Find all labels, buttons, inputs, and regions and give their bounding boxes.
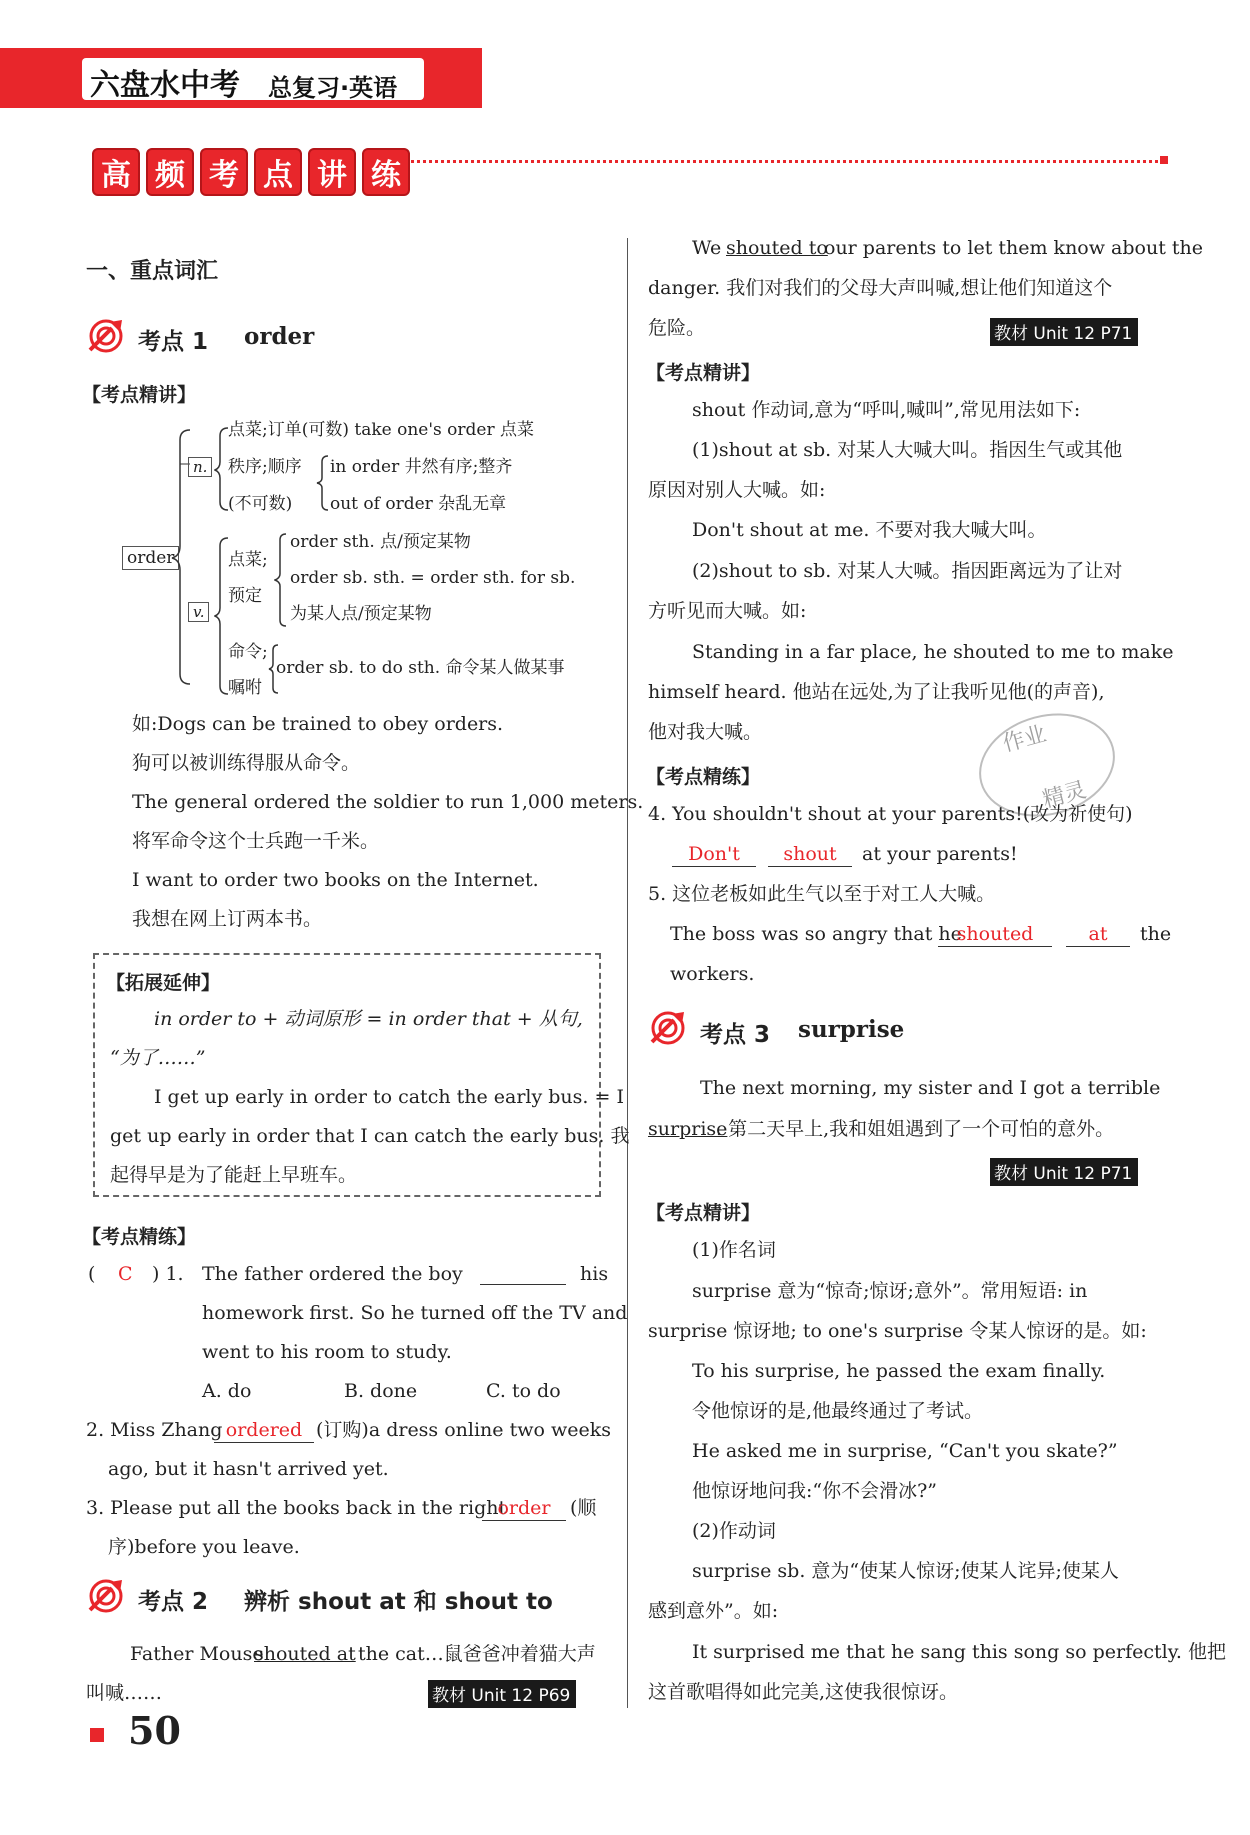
q3-line-2: 序)before you leave. [108,1536,300,1558]
q3-suffix: (顺 [570,1497,597,1519]
tree-n2c: in order 井然有序;整齐 [330,457,513,477]
fm-line-2: 叫喊…… [86,1682,163,1704]
q1-number: ) 1. [152,1263,184,1285]
example-2-zh: 将军命令这个士兵跑一千米。 [132,830,380,852]
section-badge: 高 [92,148,140,196]
q1-answer: C [118,1263,133,1285]
tree-n1: 点菜;订单(可数) take one's order 点菜 [228,420,535,440]
q2-line-2: ago, but it hasn't arrived yet. [108,1458,389,1480]
textbook-ref-1: 教材 Unit 12 P69 [428,1680,576,1708]
target-arrow-icon [648,1008,690,1046]
example-1-en: 如:Dogs can be trained to obey orders. [132,713,504,735]
shout-line-6: 方听见而大喊。如: [648,600,807,622]
shout-line-7: Standing in a far place, he shouted to me to make [692,641,1174,663]
q1-line-2: homework first. So he turned off the TV and [202,1302,628,1324]
q4-answer-2: shout [768,842,852,867]
tree-n: n. [188,457,212,477]
surprise-line-7: 他惊讶地问我:“你不会滑冰?” [692,1480,938,1502]
kaodian-3-label: 考点 3 [700,1022,771,1048]
jinglian-label-2: 【考点精练】 [646,766,761,788]
q1-paren-left: ( [88,1263,96,1285]
q5-prefix: The boss was so angry that he [670,923,962,945]
shout-line-9: 他对我大喊。 [648,721,763,743]
w-line-3: 危险。 [648,317,706,339]
column-divider [627,238,628,1708]
tree-v1d: order sb. sth. = order sth. for sb. [290,568,576,588]
jingjiang-label: 【考点精讲】 [82,384,197,406]
kaodian-2-word: 辨析 shout at 和 shout to [244,1589,553,1615]
target-arrow-icon [86,316,128,354]
textbook-ref-3: 教材 Unit 12 P71 [990,1158,1138,1186]
example-2-en: The general ordered the soldier to run 1,000 meters. [132,791,644,813]
surprise-line-2: surprise 意为“惊奇;惊讶;意外”。常用短语: in [692,1280,1088,1302]
surprise-line-8: (2)作动词 [692,1520,776,1542]
surprise-line-12: 这首歌唱得如此完美,这使我很惊讶。 [648,1681,959,1703]
header-title: 六盘水中考 [90,68,240,103]
q1-blank [480,1284,566,1285]
q4-answer-1: Don't [672,842,756,867]
shout-line-3: 原因对别人大喊。如: [648,479,826,501]
n1-suffix: . 第二天早上,我和姐姐遇到了一个可怕的意外。 [716,1118,1115,1140]
vocab-heading: 一、重点词汇 [86,259,219,284]
fm-suffix: the cat…鼠爸爸冲着猫大声 [358,1643,596,1665]
tree-n2d: out of order 杂乱无章 [330,494,507,514]
tree-brace-v1 [274,530,290,630]
w-underlined: shouted to [726,237,828,259]
watermark-stamp-text: 精灵 [1040,777,1090,814]
section-banner [92,148,410,196]
tree-v2b: 嘱咐 [228,678,262,698]
q2-prefix: 2. Miss Zhang [86,1419,223,1441]
section-dotted-rule [392,160,1164,163]
jingjiang-label-2: 【考点精讲】 [646,362,761,384]
surprise-line-6: He asked me in surprise, “Can't you skate?” [692,1440,1118,1462]
page-number-marker [90,1728,104,1742]
shout-line-8: himself heard. 他站在远处,为了让我听见他(的声音), [648,681,1105,703]
q5-suffix: the [1140,923,1172,945]
tree-v2c: order sb. to do sth. 命令某人做某事 [276,658,565,678]
section-badge: 点 [254,148,302,196]
extension-line-4: get up early in order that I can catch the early bus. 我 [110,1125,630,1147]
example-3-zh: 我想在网上订两本书。 [132,908,323,930]
tree-v1e: 为某人点/预定某物 [290,604,432,624]
surprise-line-11: It surprised me that he sang this song so perfectly. 他把 [692,1641,1226,1663]
surprise-line-3: surprise 惊讶地; to one's surprise 令某人惊讶的是。如: [648,1320,1147,1342]
kaodian-1-label: 考点 1 [138,329,209,355]
q5-answer-1: shouted [938,922,1052,947]
tree-v1b: 预定 [228,586,262,606]
q3-prefix: 3. Please put all the books back in the right [86,1497,507,1519]
surprise-line-1: (1)作名词 [692,1239,776,1261]
extension-line-3: I get up early in order to catch the early bus. = I [154,1086,624,1108]
example-1-zh: 狗可以被训练得服从命令。 [132,752,361,774]
q1-line-3: went to his room to study. [202,1341,452,1363]
surprise-line-9: surprise sb. 意为“使某人惊讶;使某人诧异;使某人 [692,1560,1119,1582]
q2-answer: ordered [214,1418,314,1443]
w-suffix: our parents to let them know about the [824,237,1204,259]
shout-line-1: shout 作动词,意为“呼叫,喊叫”,常见用法如下: [692,399,1081,421]
tree-n2a: 秩序;顺序 [228,457,302,477]
tree-v1a: 点菜; [228,550,268,570]
q5-text: 5. 这位老板如此生气以至于对工人大喊。 [648,883,996,905]
q5-line-2: workers. [670,963,755,985]
q5-answer-2: at [1066,922,1130,947]
extension-line-2: “为了……” [110,1047,206,1069]
q1-option-b: B. done [344,1380,418,1402]
tree-n2b: (不可数) [228,494,293,514]
n1-underlined: surprise [648,1118,728,1140]
textbook-ref-2: 教材 Unit 12 P71 [990,318,1138,346]
page-number: 50 [128,1708,181,1753]
q2-suffix: (订购)a dress online two weeks [316,1419,611,1441]
shout-line-5: (2)shout to sb. 对某人大喊。指因距离远为了让对 [692,560,1123,582]
surprise-line-5: 令他惊讶的是,他最终通过了考试。 [692,1400,984,1422]
q1-line-1: The father ordered the boy [202,1263,463,1285]
extension-line-5: 起得早是为了能赶上早班车。 [110,1164,358,1186]
section-badge: 考 [200,148,248,196]
tree-v: v. [188,602,209,622]
section-rule-end [1160,156,1168,164]
w-prefix: We [692,237,722,259]
watermark-stamp-text: 作业 [1000,721,1050,758]
fm-underlined: shouted at [254,1643,356,1665]
example-3-en: I want to order two books on the Internet. [132,869,539,891]
extension-title: 【拓展延伸】 [106,972,221,994]
q1-option-a: A. do [202,1380,252,1402]
surprise-line-10: 感到意外”。如: [648,1600,779,1622]
kaodian-3-word: surprise [798,1016,905,1043]
surprise-line-4: To his surprise, he passed the exam finally. [692,1360,1106,1382]
tree-v2a: 命令; [228,642,268,662]
section-badge: 频 [146,148,194,196]
n1-line-1: The next morning, my sister and I got a terrible [700,1077,1161,1099]
kaodian-2-label: 考点 2 [138,1589,209,1615]
shout-line-2: (1)shout at sb. 对某人大喊大叫。指因生气或其他 [692,439,1123,461]
q4-text: 4. You shouldn't shout at your parents!(改为祈使句) [648,803,1133,825]
extension-line-1: in order to + 动词原形 = in order that + 从句, [154,1008,583,1030]
q4-suffix: at your parents! [862,843,1018,865]
header-subtitle: 总复习·英语 [268,74,398,102]
q3-answer: order [482,1496,566,1521]
q1-line-1b: his [580,1263,609,1285]
w-line-2: danger. 我们对我们的父母大声叫喊,想让他们知道这个 [648,277,1113,299]
q1-option-c: C. to do [486,1380,561,1402]
kaodian-1-word: order [244,323,315,350]
tree-v1c: order sth. 点/预定某物 [290,532,471,552]
tree-root: order [122,546,179,570]
jinglian-label: 【考点精练】 [82,1226,197,1248]
target-arrow-icon [86,1576,128,1614]
section-badge: 练 [362,148,410,196]
shout-line-4: Don't shout at me. 不要对我大喊大叫。 [692,519,1047,541]
section-badge: 讲 [308,148,356,196]
jingjiang-label-3: 【考点精讲】 [646,1202,761,1224]
fm-prefix: Father Mouse [130,1643,264,1665]
